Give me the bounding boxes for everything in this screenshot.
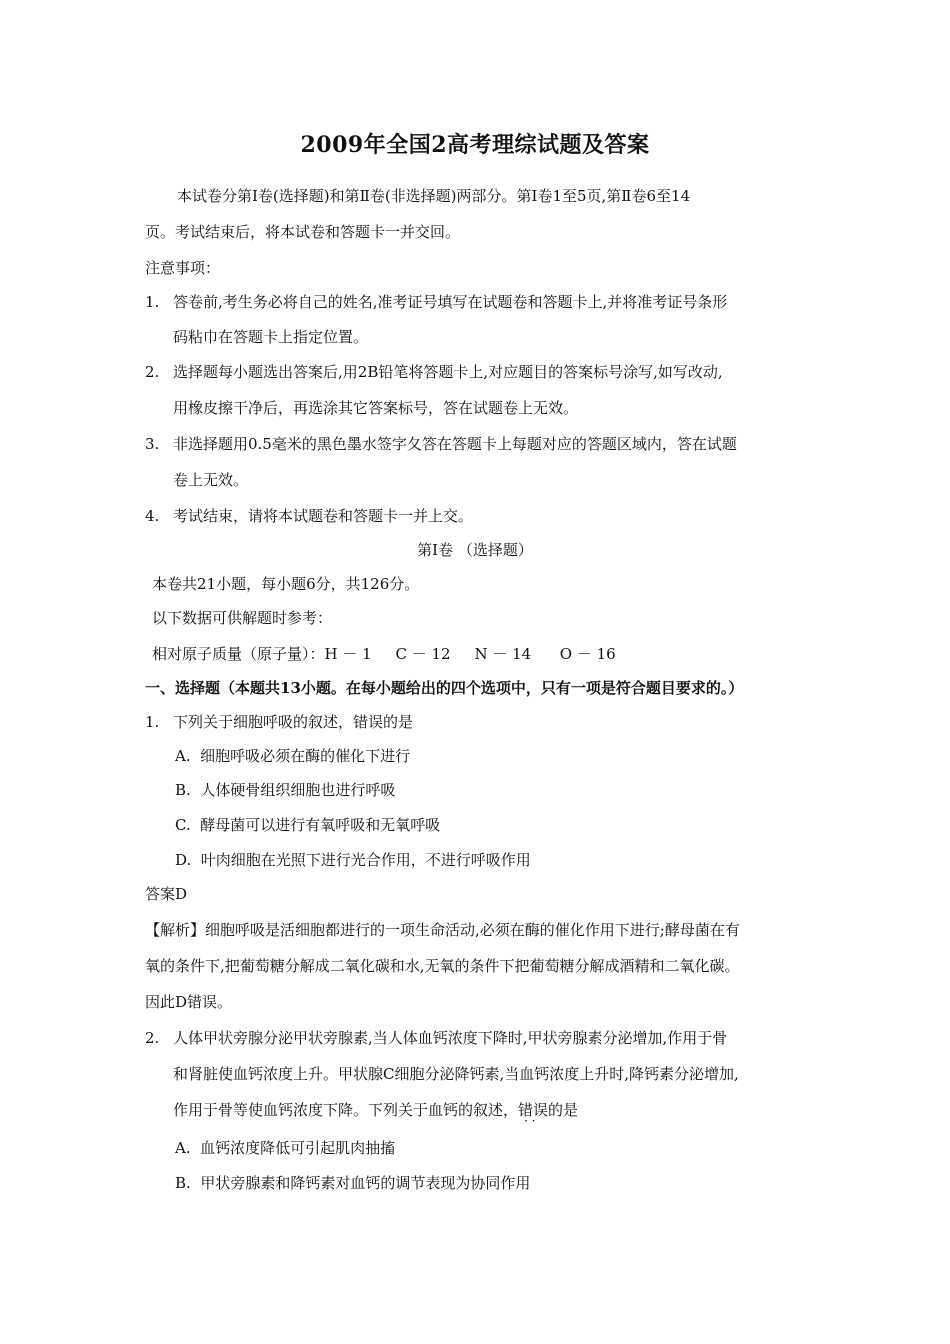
notice-heading: 注意事项：	[145, 259, 221, 277]
q2-stem-line-3-pre: 作用于骨等使血钙浓度下降。下列关于血钙的叙述，	[173, 1101, 519, 1119]
intro-line-2: 页。考试结束后，将本试卷和答题卡一并交回。	[145, 223, 461, 241]
q1-analysis-line-1: 【解析】细胞呼吸是活细胞都进行的一项生命活动,必须在酶的催化作用下进行;酵母菌在有	[145, 921, 740, 939]
notice-item-3-line-1: 非选择题用0.5毫米的黑色墨水签字夂答在答题卡上每题对应的答题区域内，答在试题	[173, 435, 737, 453]
notice-item-3-num: 3.	[145, 435, 160, 453]
notice-item-2-line-2: 用橡皮擦干净后，再选涂其它答案标号，答在试题卷上无效。	[173, 399, 579, 417]
notice-item-2-line-1: 选择题每小题选出答案后,用2B铅笔将答题卡上,对应题目的答案标号涂写,如写改动,	[173, 363, 723, 381]
q1-stem: 下列关于细胞呼吸的叙述，错误的是	[173, 713, 414, 731]
q2-number: 2.	[145, 1029, 160, 1047]
notice-item-3-line-2: 卷上无效。	[173, 471, 249, 489]
q1-analysis-line-3: 因此D错误。	[145, 993, 233, 1011]
volume1-heading: 第Ⅰ卷 （选择题）	[417, 541, 533, 559]
q2-option-a: A. 血钙浓度降低可引起肌肉抽搐	[175, 1139, 396, 1157]
notice-item-2-num: 2.	[145, 363, 160, 381]
notice-item-1-line-1: 答卷前,考生务必将自己的姓名,准考证号填写在试题卷和答题卡上,并将准考证号条形	[173, 293, 728, 311]
notice-item-1-num: 1.	[145, 293, 160, 311]
q1-analysis-line-2: 氧的条件下,把葡萄糖分解成二氧化碳和水,无氧的条件下把葡萄糖分解成酒精和二氧化碳。	[145, 957, 740, 975]
section1-heading: 一、选择题（本题共13小题。在每小题给出的四个选项中，只有一项是符合题目要求的。）	[145, 679, 744, 697]
q2-stem-line-1: 人体甲状旁腺分泌甲状旁腺素,当人体血钙浓度下降时,甲状旁腺素分泌增加,作用于骨	[173, 1029, 728, 1047]
q1-number: 1.	[145, 713, 160, 731]
q1-option-a: A. 细胞呼吸必须在酶的催化下进行	[175, 747, 411, 765]
notice-item-4-num: 4.	[145, 507, 160, 525]
volume1-reference: 以下数据可供解题时参考：	[152, 609, 333, 627]
q1-option-c: C. 酵母菌可以进行有氧呼吸和无氧呼吸	[175, 816, 441, 834]
page-title: 2009年全国2高考理综试题及答案	[300, 132, 650, 158]
volume1-count: 本卷共21小题，每小题6分，共126分。	[152, 575, 420, 593]
q1-option-b: B. 人体硬骨组织细胞也进行呼吸	[175, 781, 396, 799]
q2-stem-line-3	[173, 1100, 578, 1120]
q1-answer: 答案D	[145, 885, 188, 903]
q2-emphasis-text: 错误 · ·	[518, 1101, 548, 1119]
q1-option-d: D. 叶肉细胞在光照下进行光合作用，不进行呼吸作用	[175, 851, 531, 869]
notice-item-1-line-2: 码粘巾在答题卡上指定位置。	[173, 328, 369, 346]
intro-line-1: 本试卷分第Ⅰ卷(选择题)和第Ⅱ卷(非选择题)两部分。第Ⅰ卷1至5页,第Ⅱ卷6至14	[177, 187, 691, 205]
q2-stem-line-3-post: 的是	[548, 1101, 579, 1119]
atomic-mass-line: 相对原子质量（原子量）：H － 1 C － 12 N － 14 O － 16	[152, 645, 616, 663]
q2-stem-line-2: 和肾脏使血钙浓度上升。甲状腺C细胞分泌降钙素,当血钙浓度上升时,降钙素分泌增加,	[173, 1065, 739, 1083]
notice-item-4-line-1: 考试结束，请将本试题卷和答题卡一并上交。	[173, 507, 474, 525]
q2-option-b: B. 甲状旁腺素和降钙素对血钙的调节表现为协同作用	[175, 1174, 531, 1192]
